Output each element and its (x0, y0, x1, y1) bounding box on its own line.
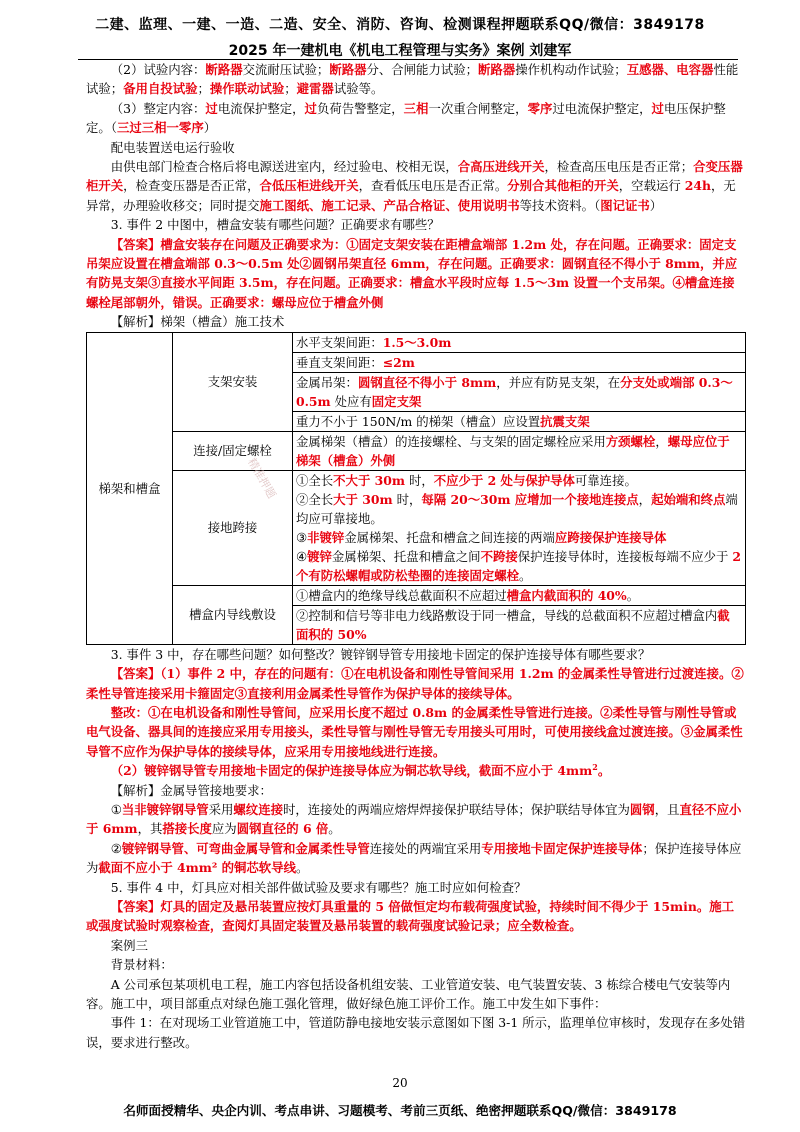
text-run: ②全长 (296, 491, 334, 507)
text-run: ； (197, 81, 210, 97)
question-5: 5. 事件 4 中，灯具应对相关部件做试验及要求有哪些？施工时应如何检查？ (110, 879, 527, 895)
text-run: ，并应有防晃支架，在 (496, 374, 621, 390)
text-run: 水平支架间距： (296, 334, 383, 350)
run-acceptance-title: 配电装置送电运行验收 (110, 139, 235, 155)
highlight-text: 大于 30m (333, 491, 393, 507)
text-run: 一次重合闸整定， (428, 100, 528, 116)
watermark-text: 精准押题 (245, 456, 279, 501)
highlight-text: 镀锌钢导管、可弯曲金属导管和金属柔性导管 (121, 840, 370, 856)
highlight-text: 三过三相一零序 (116, 120, 204, 136)
highlight-text: 抗震支架 (540, 413, 590, 429)
answer-5: 【答案】灯具的固定及悬吊装置应按灯具重量的 5 倍做恒定均布载荷强度试验，持续时间不得少于 15min。施工或强度试验时观察检查，查阅灯具固定装置及悬吊装置的载荷强度试验记录；应全数检查。 (86, 898, 735, 934)
table-cell (293, 411, 746, 431)
ground-line (296, 471, 742, 490)
text-run: 时， (392, 491, 422, 507)
highlight-text: 合低压柜进线开关 (259, 178, 359, 194)
highlight-text: 避雷器 (296, 81, 334, 97)
text-run: ） (649, 197, 663, 213)
highlight-text: 零序 (527, 100, 553, 116)
table-row (87, 332, 746, 352)
highlight-text: 槽盒内截面积的 40% (506, 587, 627, 603)
table-cell (293, 585, 746, 605)
text-run: 分、合闸能力试验； (366, 62, 479, 77)
text-run: 电流保护整定， (217, 100, 305, 116)
highlight-text: 非镀锌 (307, 529, 345, 545)
text-run: 操作机构动作试验； (515, 62, 627, 77)
ground-line (296, 490, 742, 528)
table-row (87, 470, 746, 585)
text-run: 。 (626, 587, 640, 603)
text-run: 电压保护整定。（ (86, 100, 726, 136)
highlight-text: 圆钢直径的 6 倍 (236, 821, 329, 837)
highlight-text: 当非镀锌钢导管 (121, 801, 209, 817)
text-run: ②控制和信号等非电力线路敷设于同一槽盒，导线的总截面积不应超过槽盒内 (296, 607, 718, 623)
text-run: ，检查变压器是否正常， (123, 178, 260, 194)
conduit-ground-rule-1 (86, 800, 746, 839)
highlight-text: 螺母应位于梯架（槽盒）外侧 (296, 433, 730, 468)
text-run: 金属梯架（槽盒）的连接螺栓、与支架的固定螺栓应采用 (296, 433, 606, 449)
text-run: 时， (405, 472, 434, 488)
highlight-text: 分别合其他柜的开关 (507, 178, 619, 194)
text-run: 。 (519, 567, 532, 583)
text-run: ） (203, 120, 217, 136)
text-run: ①全长 (296, 472, 334, 488)
highlight-text: 应跨接保护连接导体 (554, 529, 667, 545)
text-run: （3）整定内容： (110, 100, 206, 116)
text-run: ①槽盒内的绝缘导线总截面积不应超过 (296, 587, 507, 603)
question-3: 3. 事件 2 中图中，槽盒安装有哪些问题？正确要求有哪些？ (110, 217, 440, 233)
highlight-text: 圆钢 (629, 801, 655, 817)
highlight-text: 24h (684, 178, 711, 194)
text-run: ； (284, 81, 297, 97)
table-main-category: 梯架和槽盒 (87, 332, 173, 644)
text-run: 负荷告警整定， (316, 100, 404, 116)
document-body (86, 60, 746, 1052)
highlight-text: 2 个有防松螺帽或防松垫圈的连接固定螺栓 (296, 548, 741, 583)
text-run: ，空载运行 (618, 178, 685, 194)
text-run: 金属梯架、托盘和槽盒之间 (331, 548, 481, 564)
highlight-text: 互感器、电容器 (626, 62, 714, 77)
table-category-ground: 接地跨接 (173, 470, 293, 585)
text-run: ；保护连接导体应为 (86, 840, 742, 876)
answer-4-problems: 【答案】（1）事件 2 中，存在的问题有：①在电机设备和刚性导管间采用 1.2m 的金属柔性导管进行过渡连接。②柔性导管连接采用卡箍固定③直接利用金属柔性导管作为保护导体的接续导体。 (86, 666, 744, 701)
event-1-text: 事件 1：在对现场工业管道施工中，管道防静电接地安装示意图如下图 3-1 所示，监理单位审核时，发现存在多处错误，要求进行整改。 (86, 1015, 746, 1050)
highlight-text: 1.5～3.0m (382, 334, 452, 350)
table-cell (293, 352, 746, 372)
text-run: ④ (296, 548, 308, 564)
setting-content-paragraph (86, 99, 746, 138)
text-run: ，且 (654, 801, 680, 817)
table-cell (293, 372, 746, 411)
table-row (87, 585, 746, 605)
test-content-paragraph (86, 60, 746, 99)
text-run: ， (638, 491, 652, 507)
highlight-text: 截面积的 50% (296, 607, 730, 642)
highlight-text: 不应少于 2 处与保护导体 (433, 472, 575, 488)
answer-3: 【答案】槽盒安装存在问题及正确要求为：①固定支架安装在距槽盒端部 1.2m 处，存在问题。正确要求：固定支吊架应设置在槽盒端部 0.3～0.5m 处②圆钢吊架直径 6mm，存在问题。正确要求：圆钢直径不得小于 8mm，并应有防晃支架③直接水平间距 3.5m，存在问题。正确要求：槽盒水平段时应每 1.5～3m 设置一个支吊架。④槽盒连接螺栓尾部朝外，错误。正确要求：螺母应位于槽盒外侧 (86, 236, 738, 310)
conduit-ground-rule-2 (86, 839, 746, 878)
table-cell (293, 605, 746, 644)
highlight-text: 圆钢直径不得小于 8mm (357, 374, 497, 390)
highlight-text: 过 (205, 100, 218, 116)
highlight-text: 断路器 (205, 62, 243, 77)
background-text: A 公司承包某项机电工程，施工内容包括设备机组安装、工业管道安装、电气装置安装、3 栋综合楼电气安装等内容。施工中，项目部重点对绿色施工强化管理，做好绿色施工评价工作。施工中发生如下事件： (86, 976, 731, 1011)
header-title: 2025 年一建机电《机电工程管理与实务》案例 刘建军 (228, 43, 572, 59)
text-run: 应为 (211, 821, 237, 837)
run-acceptance-paragraph (86, 157, 746, 215)
text-run: 金属梯架、托盘和槽盒之间连接的两端 (344, 529, 555, 545)
background-title: 背景材料： (110, 957, 173, 973)
text-run: 性能试验； (86, 62, 739, 97)
text-run: ① (110, 801, 122, 817)
table-cell (293, 470, 746, 585)
highlight-text: 直径不应小于 6mm (86, 801, 742, 837)
text-run: ，查看低压电压是否正常。 (358, 178, 508, 194)
highlight-text: 方颈螺栓 (605, 433, 656, 449)
text-run: 重力不小于 150N/m 的梯架（槽盒）应设置 (296, 413, 541, 429)
highlight-text: 螺纹连接 (233, 801, 283, 817)
ground-line (296, 528, 742, 547)
highlight-text: 施工图纸、施工记录、产品合格证、使用说明书 (259, 197, 520, 213)
text-run: 过电流保护整定， (552, 100, 652, 116)
highlight-text: 合变压器柜开关 (86, 159, 743, 194)
highlight-text: 不跨接 (480, 548, 518, 564)
text-run: ，检查高压电压是否正常； (544, 159, 694, 175)
highlight-text: 断路器 (478, 62, 516, 77)
answer-4-conductor: （2）镀锌钢导管专用接地卡固定的保护连接导体应为铜芯软导线，截面不应小于 $4mm^2$。 (110, 762, 611, 779)
highlight-text: 过 (651, 100, 664, 116)
highlight-text: 搭接长度 (162, 821, 212, 837)
table-category-bolt: 连接/固定螺栓 (173, 431, 293, 470)
analysis-title-tray: 【解析】梯架（槽盒）施工技术 (110, 314, 285, 330)
table-category-wire: 槽盒内导线敷设 (173, 585, 293, 644)
text-run: 可靠连接。 (574, 472, 637, 488)
text-run: 垂直支架间距： (296, 354, 383, 370)
highlight-text: 操作联动试验 (209, 81, 285, 97)
text-run: 试验等。 (333, 81, 384, 97)
highlight-text: 图记证书 (600, 197, 650, 213)
header-contact-line: 二建、监理、一建、一造、二造、安全、消防、咨询、检测课程押题联系QQ/微信：3849178 (95, 17, 705, 33)
highlight-text: 断路器 (329, 62, 367, 77)
table-cell (293, 431, 746, 470)
text-run: ② (110, 840, 122, 856)
highlight-text: 分支处或端部 0.3～0.5m (296, 374, 733, 409)
text-run: 采用 (208, 801, 234, 817)
footer-contact-line: 名师面授精华、央企内训、考点串讲、习题模考、考前三页纸、绝密押题联系QQ/微信：3849178 (123, 1103, 677, 1118)
text-run: （2）试验内容： (110, 62, 206, 77)
table-category-support: 支架安装 (173, 332, 293, 431)
highlight-text: 镀锌 (307, 548, 332, 564)
text-run: 由供电部门检查合格后将电源送进室内，经过验电、校相无误， (110, 159, 458, 175)
highlight-text: 专用接地卡固定保护连接导体 (481, 840, 643, 856)
text-run: ，其 (137, 821, 163, 837)
ground-line (296, 547, 742, 585)
text-run: ，无异常，办理验收移交；同时提交 (86, 178, 736, 213)
text-run: ③ (296, 529, 308, 545)
highlight-text: 不大于 30m (333, 472, 406, 488)
highlight-text: 每隔 20～30m 应增加一个接地连接点 (421, 491, 639, 507)
analysis-title-conduit: 【解析】金属导管接地要求： (110, 782, 272, 798)
text-run: 。 (328, 821, 341, 837)
tray-technique-table (86, 332, 746, 645)
text-run: 连接处的两端宜采用 (369, 840, 482, 856)
text-run: 时，连接处的两端应熔焊焊接保护联结导体；保护联结导体宜为 (282, 801, 630, 817)
text-run: 交流耐压试验； (242, 62, 330, 77)
text-run: ， (655, 433, 668, 449)
text-run: 。 (295, 860, 309, 876)
highlight-text: 起始端和终点 (651, 491, 726, 507)
highlight-text: 截面不应小于 4mm² 的铜芯软导线 (98, 860, 296, 876)
text-run: 保护连接导体时，连接板每端不应少于 (517, 548, 733, 564)
case-3-title: 案例三 (110, 937, 148, 953)
highlight-text: 三相 (403, 100, 429, 116)
text-run: 处应有 (330, 393, 372, 409)
highlight-text: 合高压进线开关 (457, 159, 545, 175)
table-cell (293, 332, 746, 352)
table-row (87, 431, 746, 470)
highlight-text: 备用自投试验 (123, 81, 198, 97)
highlight-text: ≤2m (382, 354, 415, 370)
text-run: 等技术资料。（ (519, 197, 601, 213)
highlight-text: 固定支架 (371, 393, 422, 409)
highlight-text: 过 (304, 100, 317, 116)
page-number: 20 (392, 1076, 408, 1090)
question-4: 3. 事件 3 中，存在哪些问题？如何整改？镀锌钢导管专用接地卡固定的保护连接导体有哪些要求？ (110, 646, 651, 662)
text-run: 金属吊架： (296, 374, 358, 390)
answer-4-rectification: 整改：①在电机设备和刚性导管间，应采用长度不超过 0.8m 的金属柔性导管进行连接。②柔性导管与刚性导管或电气设备、器具间的连接应采用专用接头，柔性导管与刚性导管无专用接头可用时，可使用接线盒过渡连接。③金属柔性导管不应作为保护导体的接续导体，应采用专用接地线进行连接。 (86, 704, 743, 759)
text-run: 端均应可靠接地。 (296, 491, 738, 526)
